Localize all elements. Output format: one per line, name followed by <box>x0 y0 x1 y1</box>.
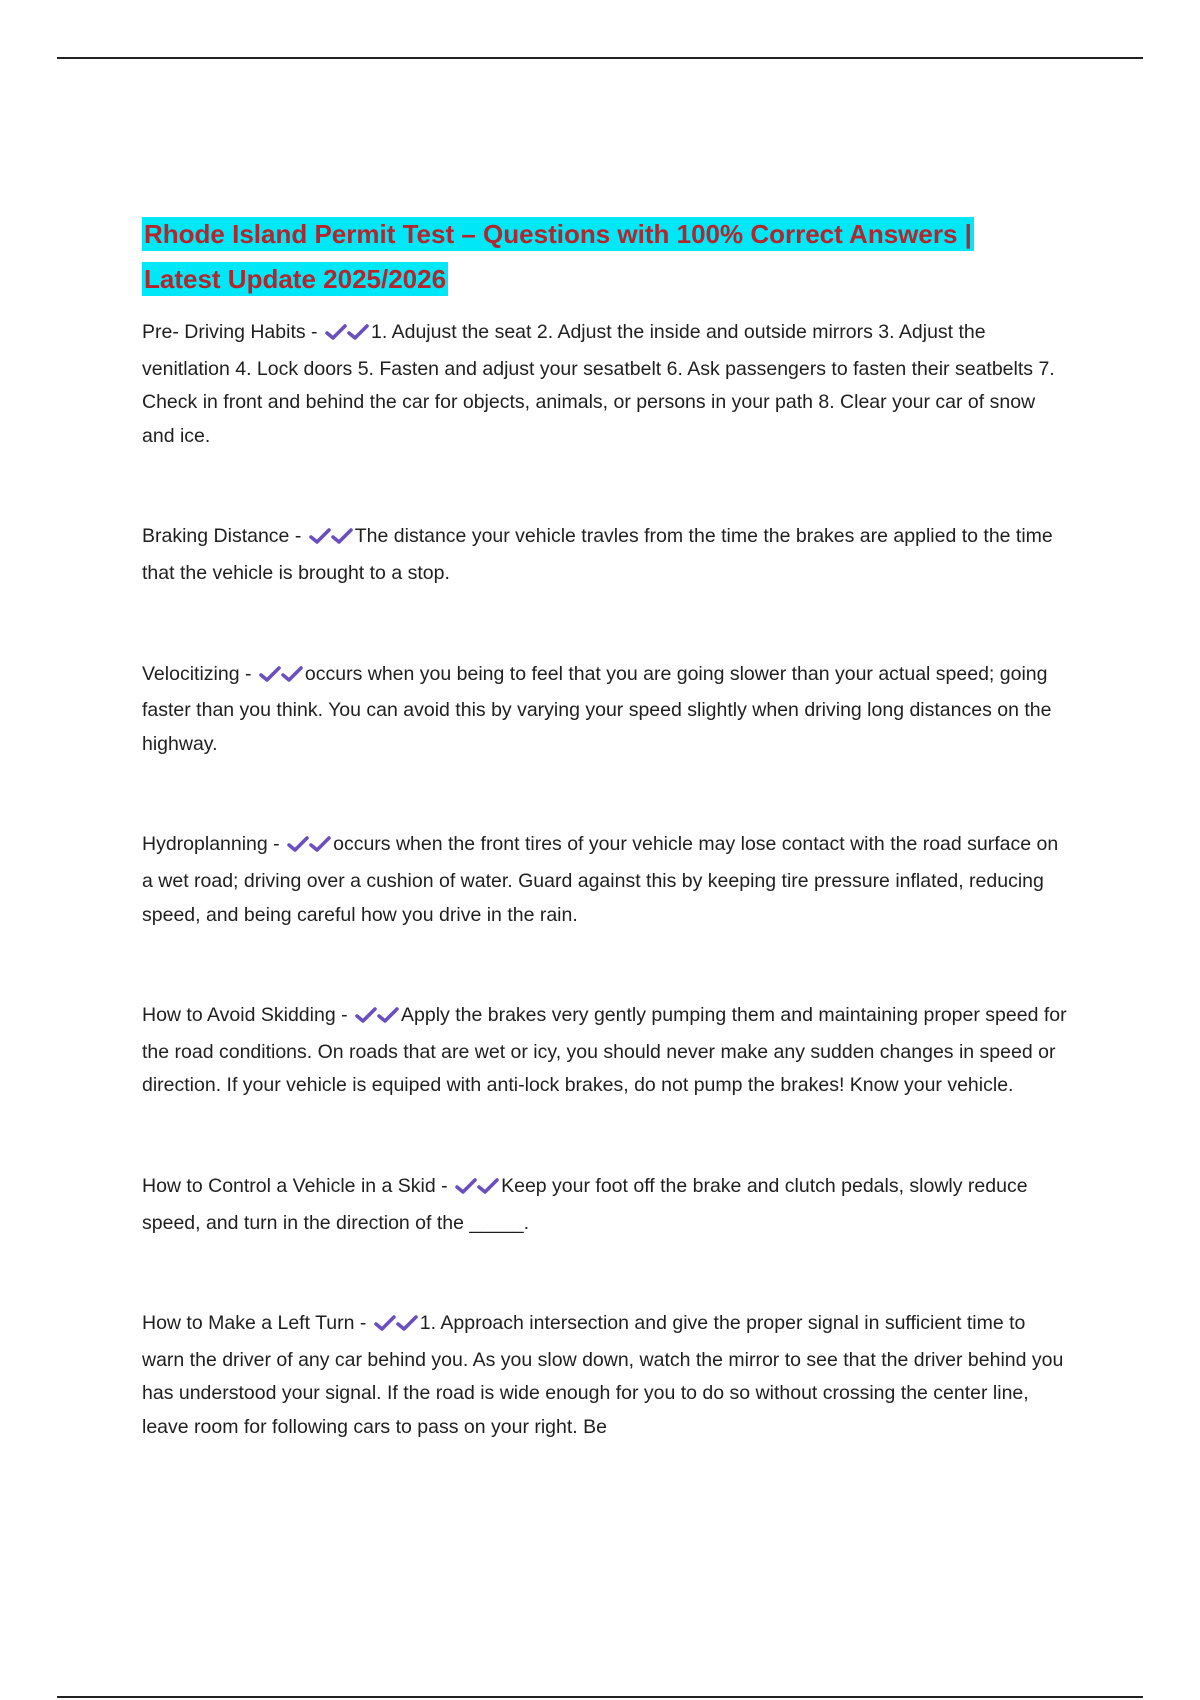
double-checkmark-icon <box>309 523 353 557</box>
entry-definition: occurs when you being to feel that you are going slower than your actual speed; going faster than you think. You can avoid this by varying your speed slightly when driving long distances on the highway. <box>142 662 1052 755</box>
title-line-1: Rhode Island Permit Test – Questions with 100% Correct Answers | <box>144 219 972 249</box>
entry-separator: - <box>267 833 286 856</box>
document-title <box>142 212 1067 302</box>
double-checkmark-icon <box>259 661 303 695</box>
double-checkmark-icon <box>325 319 369 353</box>
entry-separator: - <box>354 1312 372 1335</box>
double-checkmark-icon <box>287 831 331 865</box>
entry-separator: - <box>305 321 323 343</box>
entry-definition: 1. Approach intersection and give the proper signal in sufficient time to warn the driver of any car behind you. As you slow down, watch the mirror to see that the driver behind you has understood your signal. If the road is wide enough for you to do so without crossing the center line, leave room for following cars to pass on your right. Be <box>142 1312 1064 1438</box>
qa-entry <box>142 828 1067 932</box>
entry-term: Pre- Driving Habits <box>142 321 306 343</box>
entry-term: Velocitizing <box>142 662 240 685</box>
entry-definition: occurs when the front tires of your vehicle may lose contact with the road surface on a wet road; driving over a cushion of water. Guard against this by keeping tire pressure inflated, reducing speed, and being careful how you drive in the rain. <box>142 833 1059 926</box>
entry-definition: Apply the brakes very gently pumping them and maintaining proper speed for the road conditions. On roads that are wet or icy, you should never make any sudden changes in speed or direction. If your vehicle is equiped with anti-lock brakes, do not pump the brakes! Know your vehicle. <box>142 1004 1067 1097</box>
entry-term: How to Control a Vehicle in a Skid <box>142 1174 436 1197</box>
entry-separator: - <box>239 662 257 685</box>
entry-separator: - <box>289 525 307 548</box>
qa-entry <box>142 658 1067 762</box>
qa-entry <box>142 520 1067 590</box>
entry-definition: 1. Adujust the seat 2. Adjust the inside and outside mirrors 3. Adjust the venitlation 4. Lock doors 5. Fasten and adjust your sesatbelt 6. Ask passengers to fasten their seatbelts 7. Check in front and behind the car for objects, animals, or persons in your path 8. Clear your car of snow and ice. <box>142 321 1055 447</box>
footer-rule <box>57 1696 1143 1698</box>
entry-term: How to Make a Left Turn <box>142 1312 355 1335</box>
double-checkmark-icon <box>355 1002 399 1036</box>
qa-entry <box>142 1170 1067 1240</box>
qa-entry <box>142 999 1067 1103</box>
qa-list <box>142 316 1067 1444</box>
entry-term: Hydroplanning <box>142 833 268 856</box>
entry-definition: The distance your vehicle travles from the time the brakes are applied to the time that the vehicle is brought to a stop. <box>142 525 1053 584</box>
double-checkmark-icon <box>455 1173 499 1207</box>
title-line-2: Latest Update 2025/2026 <box>144 264 447 294</box>
double-checkmark-icon <box>374 1310 418 1344</box>
entry-term: How to Avoid Skidding <box>142 1004 336 1027</box>
entry-definition: Keep your foot off the brake and clutch pedals, slowly reduce speed, and turn in the direction of the _____. <box>142 1174 1028 1234</box>
qa-entry <box>142 316 1067 453</box>
document-body <box>142 212 1067 1444</box>
qa-entry <box>142 1307 1067 1444</box>
header-rule <box>57 57 1143 59</box>
entry-separator: - <box>435 1174 454 1197</box>
entry-separator: - <box>335 1004 354 1027</box>
entry-term: Braking Distance <box>142 525 290 548</box>
